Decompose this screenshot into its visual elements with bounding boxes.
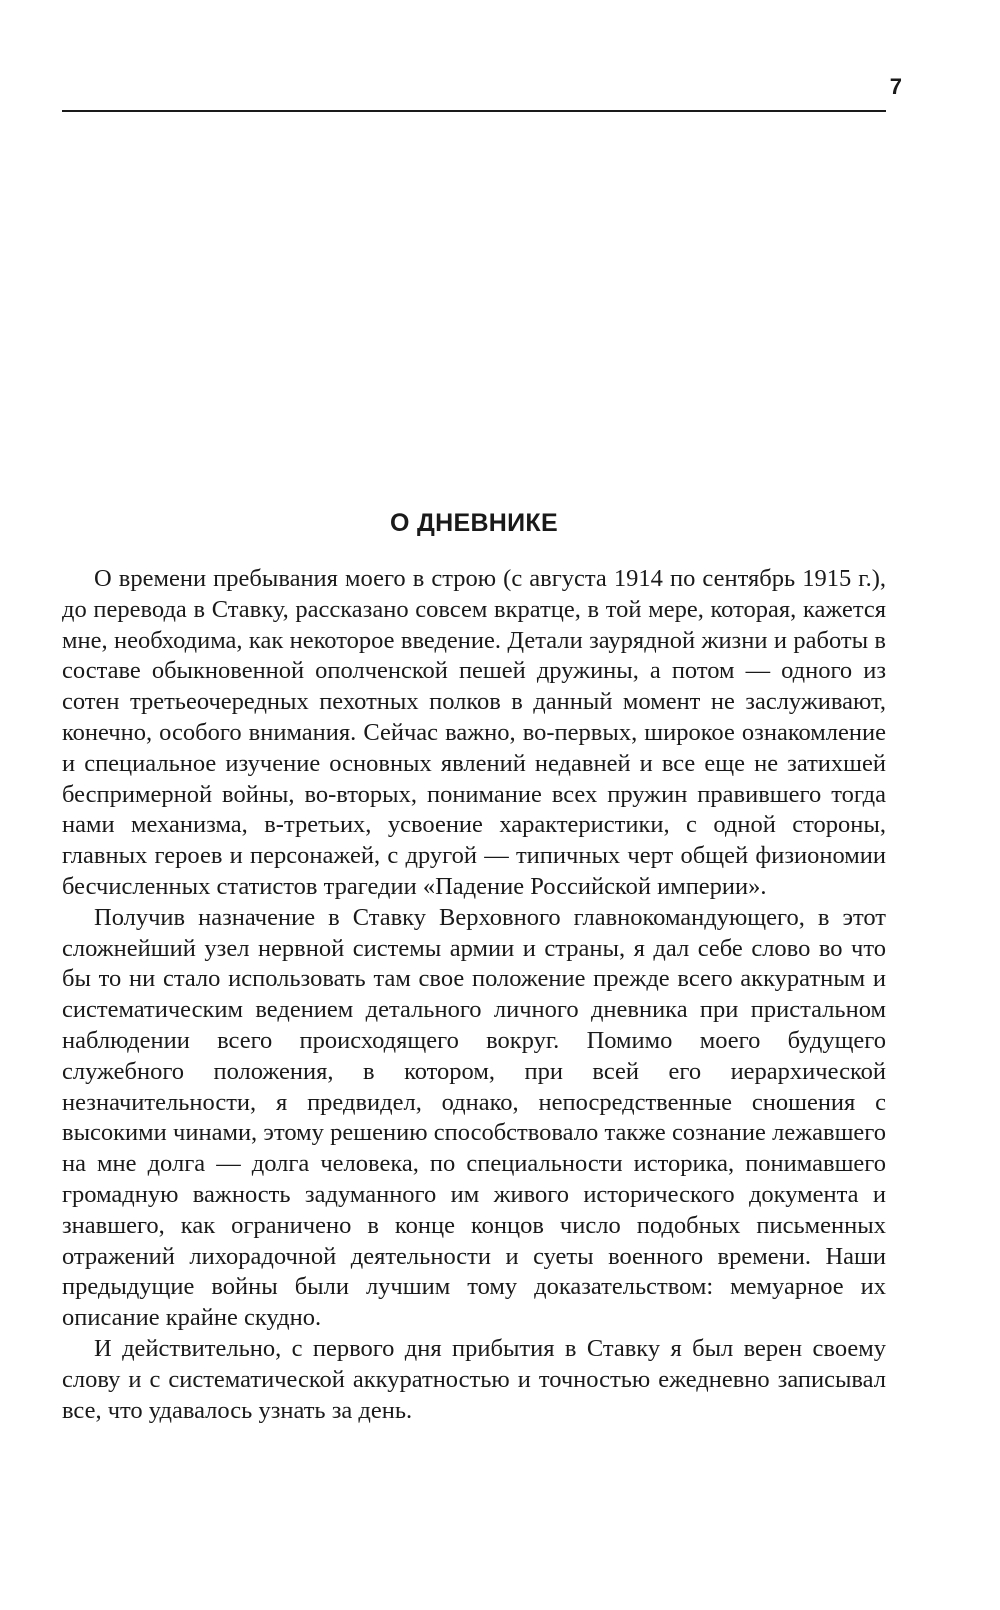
body-text [62, 564, 886, 1426]
paragraph-2: Получив назначение в Ставку Верховного главнокомандующего, в этот сложнейший узел нервной системы армии и страны, я дал себе слово во что бы то ни стало использовать там свое положение прежде всего аккуратным и систематическим ведением детального личного дневника при пристальном наблюдении всего происходящего вокруг. Помимо моего будущего служебного положения, в котором, при всей его иерархической незначительности, я предвидел, однако, непосредственные сношения с высокими чинами, этому решению способствовало также сознание лежавшего на мне долга — долга человека, по специальности историка, понимавшего громадную важность задуманного им живого исторического документа и знавшего, как ограничено в конце концов число подобных письменных отражений лихорадочной деятельности и суеты военного времени. Наши предыдущие войны были лучшим тому доказательством: мемуарное их описание крайне скудно. [62, 903, 886, 1332]
page-number: 7 [889, 74, 902, 99]
chapter-title: О ДНЕВНИКЕ [390, 509, 558, 537]
paragraph-1: О времени пребывания моего в строю (с августа 1914 по сентябрь 1915 г.), до перевода в Ставку, рассказано совсем вкратце, в той мере, которая, кажется мне, необходима, как некоторое введение. Детали заурядной жизни и работы в составе обыкновенной ополченской пешей дружины, а потом — одного из сотен третьеочередных пехотных полков в данный момент не заслуживают, конечно, особого внимания. Сейчас важно, во-первых, широкое ознакомление и специальное изучение основных явлений недавней и все еще не затихшей беспримерной войны, во-вторых, понимание всех пружин правившего тогда нами механизма, в-третьих, усвоение характеристики, с одной стороны, главных героев и персонажей, с другой — типичных черт общей физиономии бесчисленных статистов трагедии «Падение Российской империи». [62, 565, 886, 900]
paragraph-3: И действительно, с первого дня прибытия в Ставку я был верен своему слову и с систематической аккуратностью и точностью ежедневно записывал все, что удавалось узнать за день. [62, 1334, 886, 1424]
header-rule [62, 110, 886, 112]
